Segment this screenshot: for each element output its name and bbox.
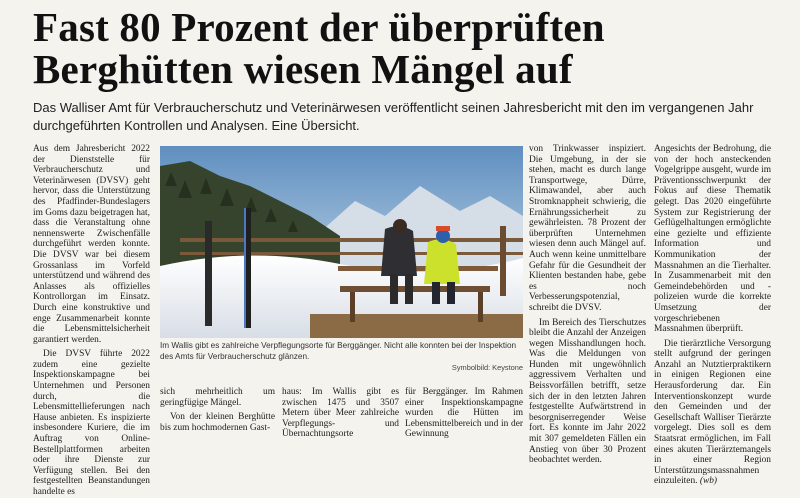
mountain-hut-terrace-illustration bbox=[160, 146, 523, 338]
column-2 bbox=[160, 387, 275, 437]
author-signature: (wb) bbox=[699, 476, 718, 487]
column-4-paragraph: für Berggänger. Im Rahmen einer Inspektionskampagne wurden die Hütten im Lebensmittelbereich und in der Gewinnung bbox=[405, 387, 523, 440]
column-3-paragraph: haus: Im Wallis gibt es zwischen 1475 und 3507 Metern über Meer zahlreiche Verpflegungs- und Übernachtungsorte bbox=[282, 387, 399, 440]
article-photo bbox=[160, 146, 523, 338]
column-5-paragraph-2: Im Bereich des Tierschutzes bleibt die Anzahl der Anzeigen wegen Misshandlungen hoch. Was die Meldungen von Hunden mit ungewöhnlich aggressivem Verhalten und Beissvorfällen betrifft, setze sich der in den letzten Jahren festgestellte Aufwärtstrend in besorgniserregender Weise fort. Es konnte im Jahr 2022 mit 307 gemeldeten Fällen ein Anstieg von über 30 Prozent beobachtet werden. bbox=[529, 317, 646, 466]
column-2-paragraph-1: sich mehrheitlich um geringfügige Mängel. bbox=[160, 387, 275, 408]
column-5-paragraph-1: von Trinkwasser inspiziert. Die Umgebung, in der sie stehen, macht es durch lange Transportwege, Dürre, Klimawandel, aber auch Stromknappheit schwierig, die Ernährungssicherheit zu gewährleisten. 78 Prozent der überprüften Unternehmen wiesen denn auch Mängel auf. Auch wenn keine unmittelbare Gefahr für die Gesundheit der Klienten bestanden habe, gebe es noch Verbesserungspotenzial, schreibt die DVSV. bbox=[529, 144, 646, 313]
column-1 bbox=[33, 144, 150, 497]
column-6-paragraph-2 bbox=[654, 339, 771, 487]
column-1-paragraph-2: Die DVSV führte 2022 zudem eine gezielte Inspektionskampagne bei Unternehmen und Personen durch, die Lebensmittellieferungen nach Hause anbieten. Es inspizierte insbesondere Kuriere, die im Auftrag von Online-Bestellplattformen arbeiten oder ihre Dienste zur Verfügung stellen. Bei den festgestellten Beanstandungen handelte es bbox=[33, 349, 150, 497]
lead-paragraph: Das Walliser Amt für Verbraucherschutz und Veterinärwesen veröffentlicht seinen Jahresbericht mit den im vergangenen Jahr durchgeführten Kontrollen und Analysen. Eine Übersicht. bbox=[33, 100, 754, 133]
column-4 bbox=[405, 387, 523, 444]
column-6-paragraph-1: Angesichts der Bedrohung, die von der hoch ansteckenden Vogelgrippe ausgeht, wurde im Präventionsschwerpunkt der Fokus auf diese Thematik gelegt. Das 2020 eingeführte System zur Registrierung der Geflügelhaltungen ermöglichte eine gezielte und effiziente Information und Kommunikation der Massnahmen an die Tierhalter. In Zusammenarbeit mit den Gemeindebehörden und -polizeien wurde die korrekte Umsetzung der vorgeschriebenen Massnahmen überprüft. bbox=[654, 144, 771, 335]
column-6-paragraph-2-text: Die tierärztliche Versorgung stellt aufgrund der geringen Anzahl an Nutztierpraktikern in einigen Regionen eine Herausforderung dar. Ein Interventionskonzept wurde den Gemeinden und der Gesellschaft Walliser Tierärzte vorgelegt. Dies soll es dem Staatsrat ermöglichen, im Fall eines akuten Tierärztemangels in einer Region Unterstützungsmassnahmen einzuleiten. bbox=[654, 338, 771, 487]
column-3 bbox=[282, 387, 399, 444]
column-5 bbox=[529, 144, 646, 466]
column-1-paragraph-1: Aus dem Jahresbericht 2022 der Dienststelle für Verbraucherschutz und Veterinärwesen (DVSV) geht hervor, dass die Unterstützung des Pfadfinder-Bundeslagers im Goms dazu beigetragen hat, dass die Veranstaltung ohne nennenswerte Zwischenfälle durchgeführt werden konnte. Die DVSV war bei diesem Grossanlass im Vorfeld unterstützend und während des Anlasses als offizielles Kontrollorgan im Einsatz. Durch eine konstruktive und enge Zusammenarbeit konnte die Lebensmittelsicherheit garantiert werden. bbox=[33, 144, 150, 345]
column-2-paragraph-2: Von der kleinen Berghütte bis zum hochmodernen Gast- bbox=[160, 412, 275, 433]
headline-line-2: Berghütten wiesen Mängel auf bbox=[33, 46, 573, 92]
headline bbox=[33, 6, 773, 90]
column-6 bbox=[654, 144, 771, 487]
headline-line-1: Fast 80 Prozent der überprüften bbox=[33, 4, 605, 50]
photo-caption: Im Wallis gibt es zahlreiche Verpflegungsorte für Berggänger. Nicht alle konnten bei der Inspektion des Amts für Verbraucherschutz glänzen. bbox=[160, 341, 517, 361]
photo-credit: Symbolbild: Keystone bbox=[451, 363, 523, 372]
